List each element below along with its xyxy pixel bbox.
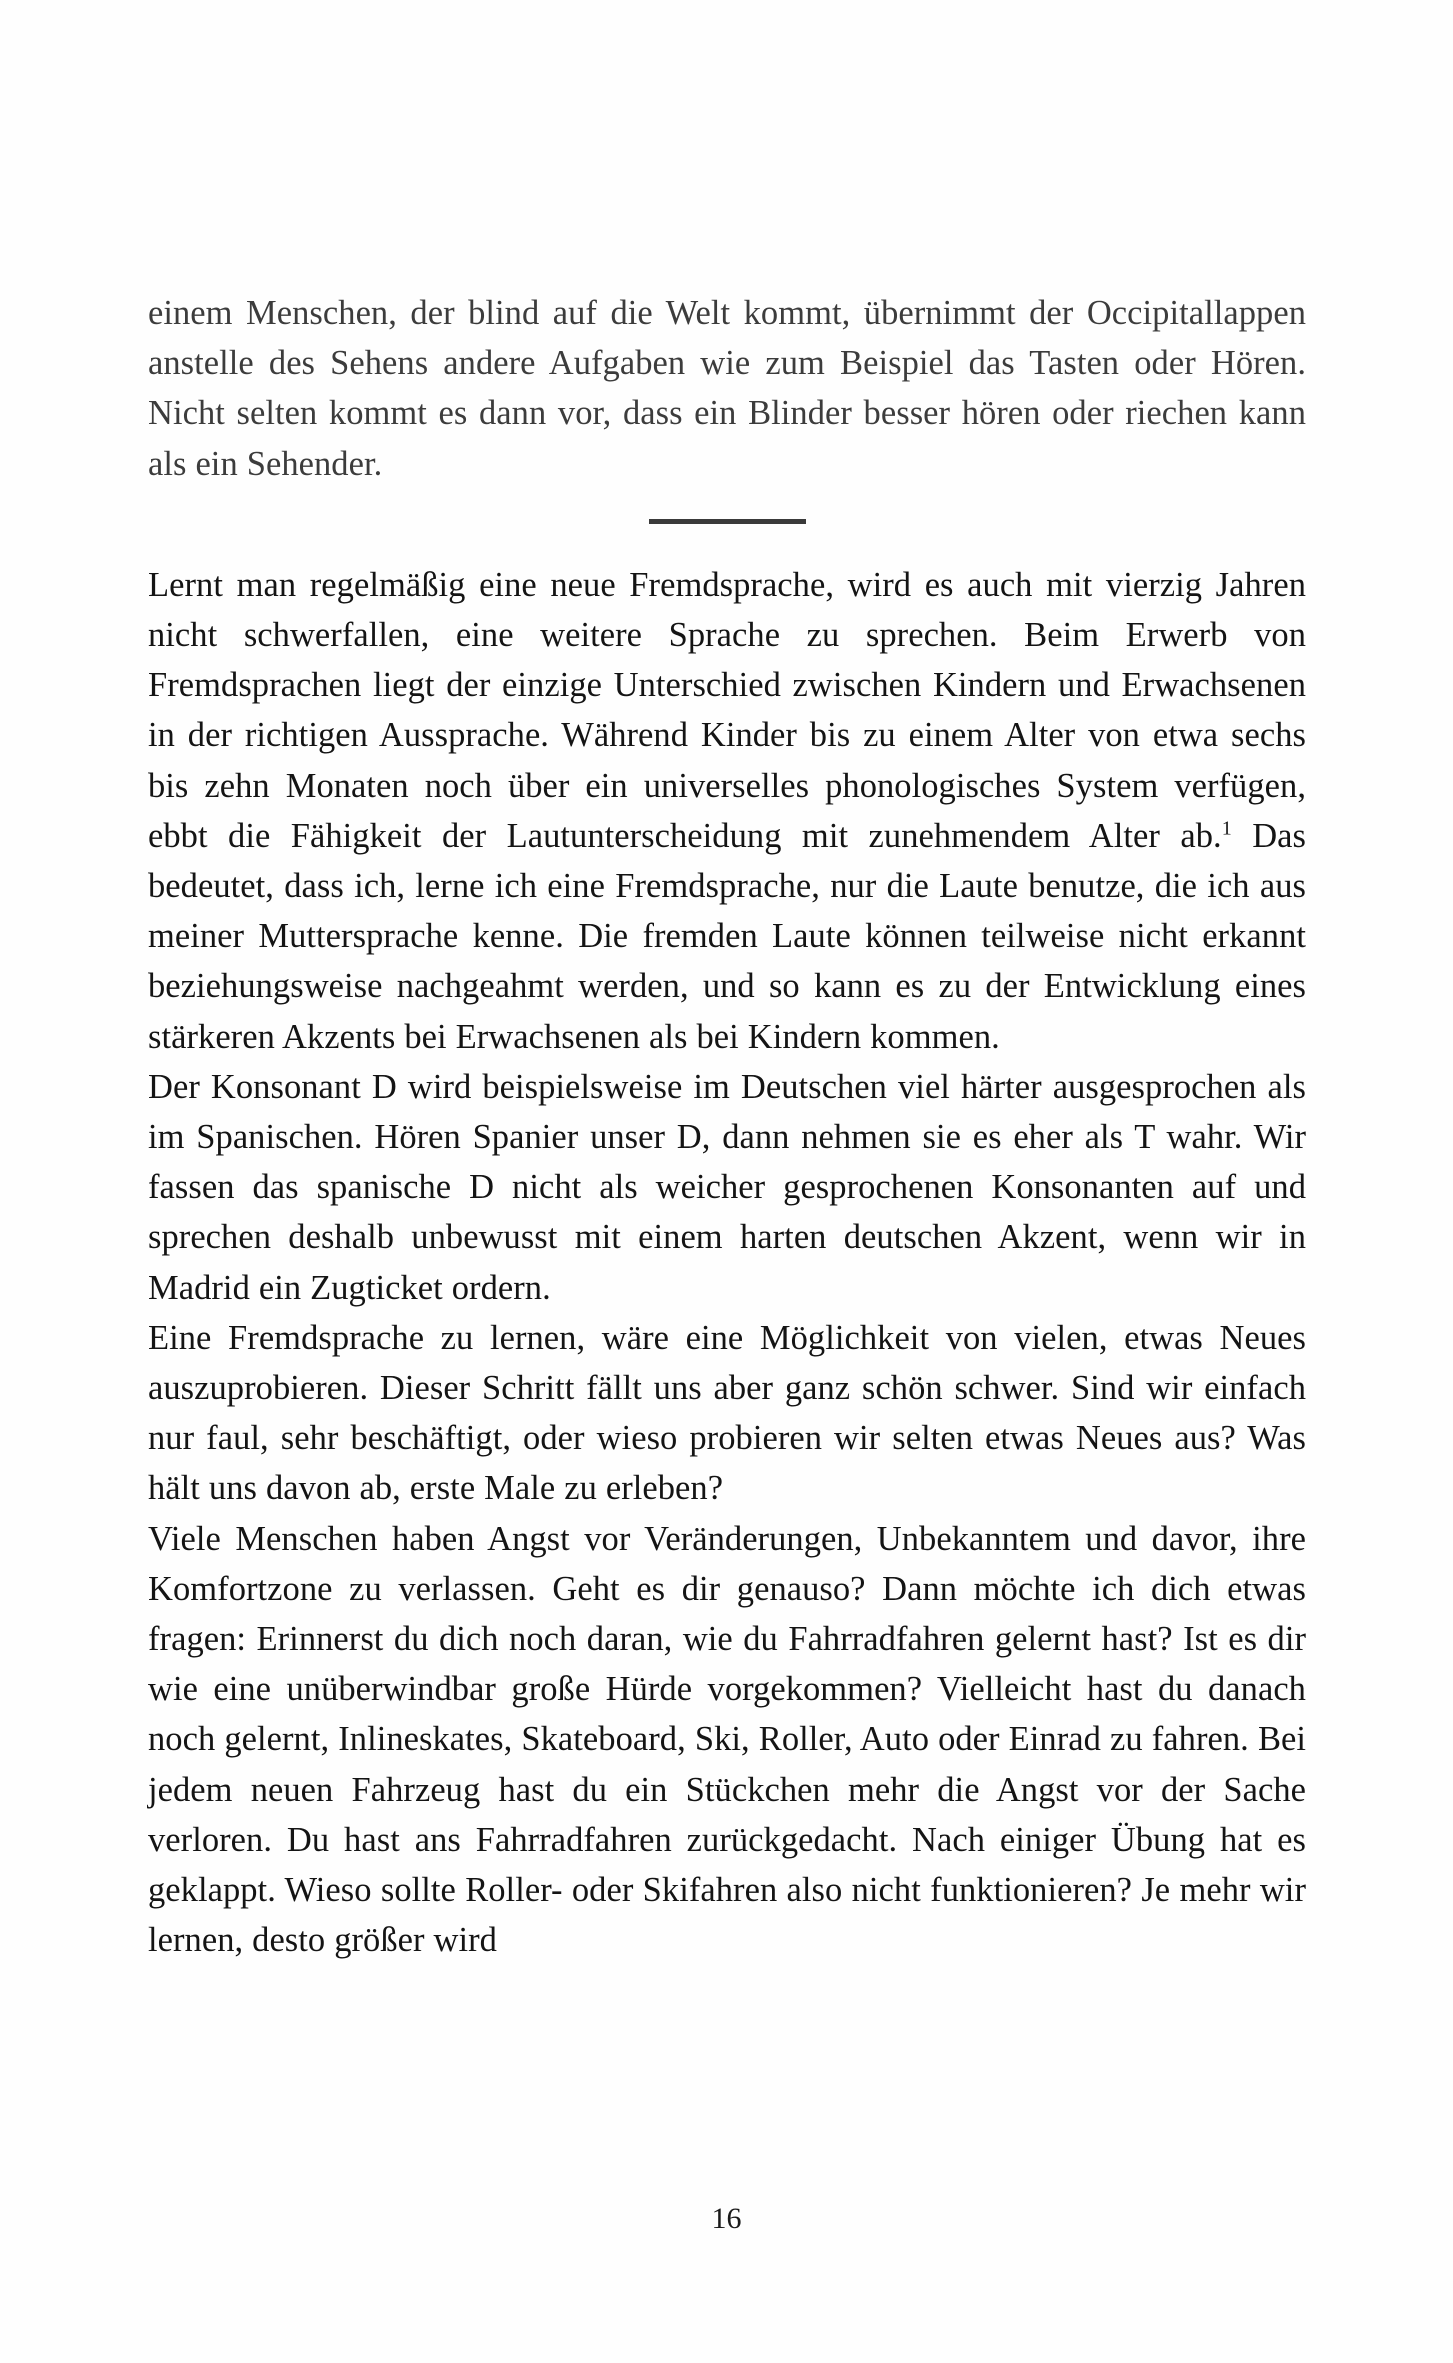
opening-paragraph: einem Menschen, der blind auf die Welt kommt, übernimmt der Occipitallappen anstelle des Sehens andere Aufgaben wie zum Beispiel das Tasten oder Hören. Nicht selten kommt es dann vor, dass ein Blinder besser hören oder riechen kann als ein Sehender. (148, 294, 1306, 483)
paragraph-2: Der Konsonant D wird beispielsweise im Deutschen viel härter ausgesprochen als im Spanischen. Hören Spanier unser D, dann nehmen sie es eher als T wahr. Wir fassen das spanische D nicht als weicher gesprochenen Konsonanten auf und sprechen deshalb unbewusst mit einem harten deutschen Akzent, wenn wir in Madrid ein Zugticket ordern. (148, 1067, 1306, 1307)
text-column (148, 288, 1306, 1966)
section-divider (148, 519, 1306, 524)
footnote-reference-1[interactable]: 1 (1221, 817, 1232, 840)
paragraph-4: Viele Menschen haben Angst vor Veränderungen, Unbekanntem und davor, ihre Komfortzone zu verlassen. Geht es dir genauso? Dann möchte ich dich etwas fragen: Erinnerst du dich noch daran, wie du Fahrradfahren gelernt hast? Ist es dir wie eine unüberwindbar große Hürde vorgekommen? Vielleicht hast du danach noch gelernt, Inlineskates, Skateboard, Ski, Roller, Auto oder Einrad zu fahren. Bei jedem neuen Fahrzeug hast du ein Stückchen mehr die Angst vor der Sache verloren. Du hast ans Fahrradfahren zurückgedacht. Nach einiger Übung hat es geklappt. Wieso sollte Roller- oder Skifahren also nicht funktionieren? Je mehr wir lernen, desto größer wird (148, 1519, 1306, 1960)
divider-rule (649, 519, 806, 524)
paragraph-1-text-after-footnote: Das bedeutet, dass ich, lerne ich eine Fremdsprache, nur die Laute benutze, die ich aus meiner Muttersprache kenne. Die fremden Laute können teilweise nicht erkannt beziehungsweise nachgeahmt werden, und so kann es zu der Entwicklung eines stärkeren Akzents bei Erwachsenen als bei Kindern kommen. (148, 816, 1307, 1056)
page-number: 16 (711, 2202, 742, 2235)
paragraph-1-text-before-footnote: Lernt man regelmäßig eine neue Fremdsprache, wird es auch mit vierzig Jahren nicht schwerfallen, eine weitere Sprache zu sprechen. Beim Erwerb von Fremdsprachen liegt der einzige Unterschied zwischen Kindern und Erwachsenen in der richtigen Aussprache. Während Kinder bis zu einem Alter von etwa sechs bis zehn Monaten noch über ein universelles phonologisches System verfügen, ebbt die Fähigkeit der Lautunterscheidung mit zunehmendem Alter ab. (148, 565, 1306, 855)
paragraph-3: Eine Fremdsprache zu lernen, wäre eine Möglichkeit von vielen, etwas Neues auszuprobieren. Dieser Schritt fällt uns aber ganz schön schwer. Sind wir einfach nur faul, sehr beschäftigt, oder wieso probieren wir selten etwas Neues aus? Was hält uns davon ab, erste Male zu erleben? (148, 1318, 1306, 1508)
paragraph-1 (148, 560, 1306, 1062)
